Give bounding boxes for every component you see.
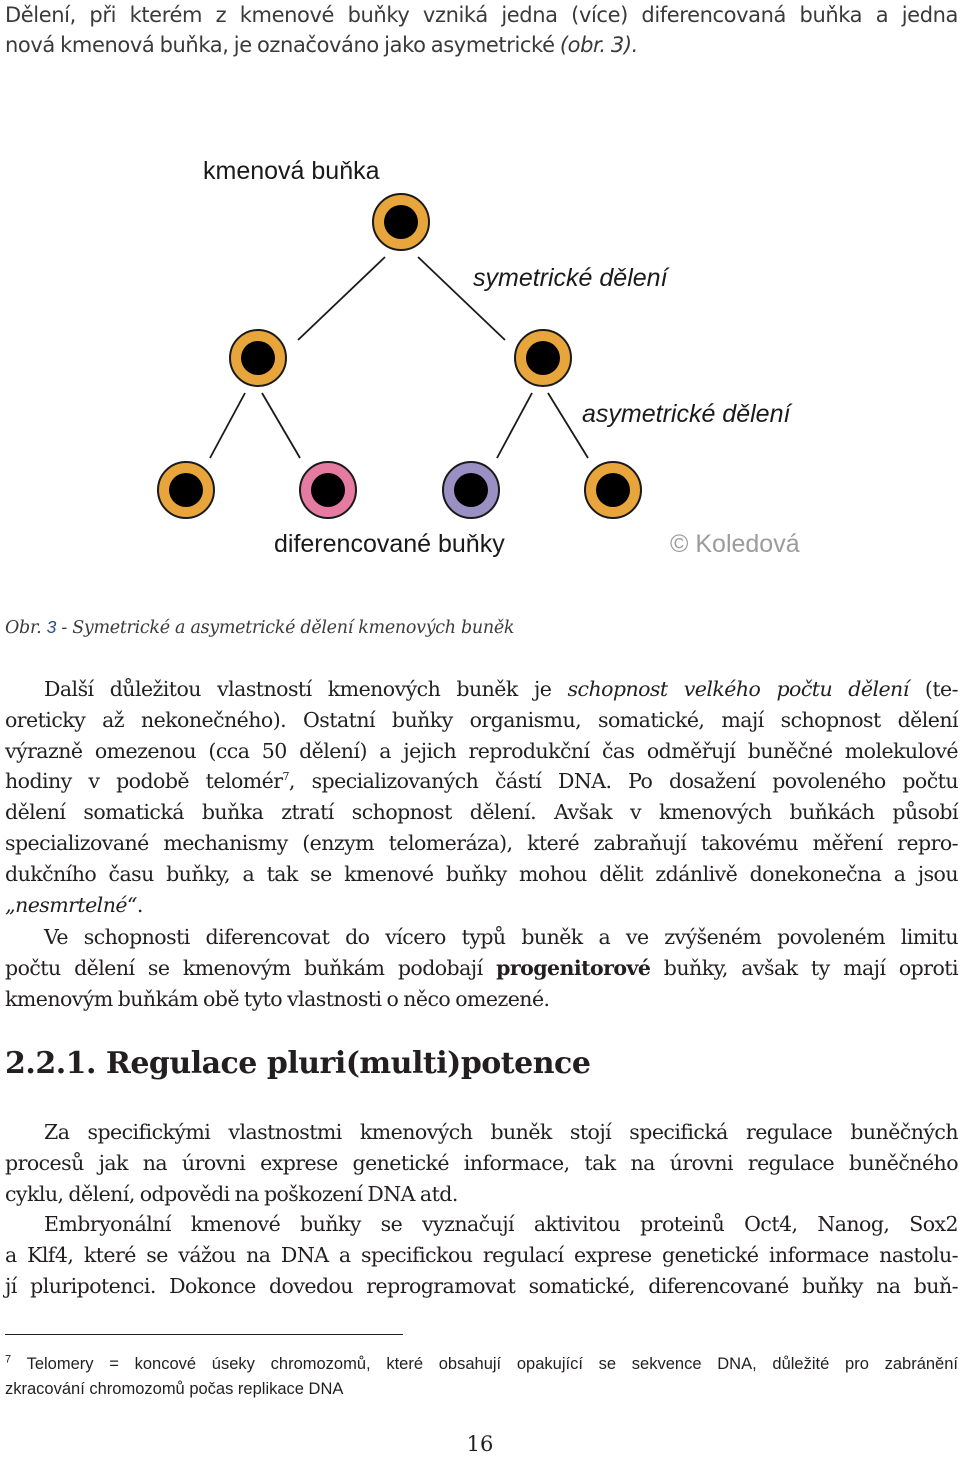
footnote-divider	[5, 1334, 403, 1335]
paragraph-2	[5, 922, 958, 1014]
p1-quote: „nesmrtelné“	[5, 892, 137, 917]
p4-line-2: a Klf4, které se vážou na DNA a specifickou regulací exprese genetické informace nastolu-	[5, 1242, 958, 1267]
p2-line-2-text: počtu dělení se kmenovým buňkám podobají	[5, 955, 497, 980]
p4-line-3: jí pluripotenci. Dokonce dovedou reprogramovat somatické, diferencované buňky na buň-	[5, 1273, 958, 1298]
cell-differentiated-pink	[300, 462, 356, 518]
p2-line-2-end: buňky, avšak ty mají oproti	[650, 955, 958, 980]
p2-bold-term: progenitorové	[496, 955, 651, 980]
cell-stem-right	[515, 330, 571, 386]
cell-stem	[373, 194, 429, 250]
p2-line-2	[5, 953, 958, 984]
caption-text: - Symetrické a asymetrické dělení kmenových buněk	[56, 618, 515, 638]
page-number: 16	[466, 1432, 494, 1456]
line-left-to-d2	[262, 393, 300, 458]
section-heading: 2.2.1. Regulace pluri(multi)potence	[5, 1046, 591, 1081]
intro-figure-ref: (obr. 3).	[559, 33, 638, 57]
p3-line-1: Za specifickými vlastnostmi kmenových buněk stojí specifická regulace buněčných	[44, 1120, 958, 1144]
p1-line-7: dukčního času buňky, a tak se kmenové buňky mohou dělit zdánlivě donekonečna a jsou	[5, 861, 958, 886]
p2-line-1: Ve schopnosti diferencovat do vícero typů buněk a ve zvýšeném povoleném limitu	[44, 925, 958, 949]
stem-cell-division-diagram	[0, 140, 960, 580]
paragraph-1	[5, 674, 958, 920]
paragraph-4	[5, 1209, 958, 1301]
line-left-to-d1	[210, 393, 245, 458]
label-differentiated-cells: diferencované buňky	[274, 530, 505, 558]
intro-line-2-text: nová kmenová buňka, je označováno jako asymetrické	[5, 33, 560, 57]
footnote-line-1	[5, 1352, 958, 1377]
line-right-to-d3	[497, 393, 532, 458]
p1-line-4	[5, 766, 958, 797]
p3-line-2: procesů jak na úrovni exprese genetické informace, tak na úrovni regulace buněčného	[5, 1150, 958, 1175]
footnote-line-2: zkracování chromozomů počas replikace DNA	[5, 1380, 344, 1398]
cell-stem-bottom-4	[585, 462, 641, 518]
cell-stem-left	[230, 330, 286, 386]
cell-stem-bottom-1	[158, 462, 214, 518]
p1-line-1	[5, 674, 958, 705]
p1-emphasis: schopnost velkého počtu dělení	[567, 677, 909, 701]
intro-paragraph	[5, 0, 958, 60]
label-asymmetric-division: asymetrické dělení	[582, 400, 791, 428]
copyright-notice: © Koledová	[670, 530, 800, 558]
line-stem-to-left	[298, 257, 385, 340]
label-stem-cell: kmenová buňka	[203, 157, 380, 185]
p1-line-1-text: Další důležitou vlastností kmenových buněk je	[44, 677, 568, 701]
p3-line-3: cyklu, dělení, odpovědi na poškození DNA atd.	[5, 1181, 458, 1206]
footnote-line-1-text: Telomery = koncové úseky chromozomů, které obsahují opakující se sekvence DNA, důležité pro zabránění	[11, 1355, 958, 1373]
footnote	[5, 1352, 958, 1402]
figure-caption	[5, 617, 514, 638]
p1-line-4-end: , specializovaných částí DNA. Po dosažení povoleného počtu	[288, 769, 958, 794]
caption-number: 3	[46, 617, 57, 637]
intro-line-1: Dělení, při kterém z kmenové buňky vzniká jedna (více) diferencovaná buňka a jedna	[5, 3, 958, 27]
footnote-mark: 7	[5, 1353, 12, 1366]
p1-line-5: dělení somatická buňka ztratí schopnost dělení. Avšak v kmenových buňkách působí	[5, 800, 958, 825]
p1-line-6: specializované mechanismy (enzym telomeráza), které zabraňují takovému měření repro-	[5, 830, 958, 855]
label-symmetric-division: symetrické dělení	[473, 264, 668, 292]
p2-line-3: kmenovým buňkám obě tyto vlastnosti o něco omezené.	[5, 986, 550, 1011]
diagram-svg	[0, 140, 960, 580]
p1-line-1-end: (te-	[908, 677, 959, 701]
p1-line-8	[5, 890, 958, 921]
footnote-ref: 7	[282, 770, 289, 784]
caption-prefix: Obr.	[5, 618, 47, 638]
paragraph-3	[5, 1117, 958, 1209]
cell-differentiated-purple	[443, 462, 499, 518]
p1-line-4-text: hodiny v podobě telomér	[5, 769, 283, 794]
p1-line-8-end: .	[136, 892, 143, 917]
p4-line-1: Embryonální kmenové buňky se vyznačují aktivitou proteinů Oct4, Nanog, Sox2	[44, 1212, 958, 1236]
p1-line-3: výrazně omezenou (cca 50 dělení) a jejich reprodukční čas odměřují buněčné molekulové	[5, 738, 958, 763]
p1-line-2: oreticky až nekonečného). Ostatní buňky organismu, somatické, mají schopnost dělení	[5, 707, 958, 732]
intro-line-2	[5, 30, 958, 60]
